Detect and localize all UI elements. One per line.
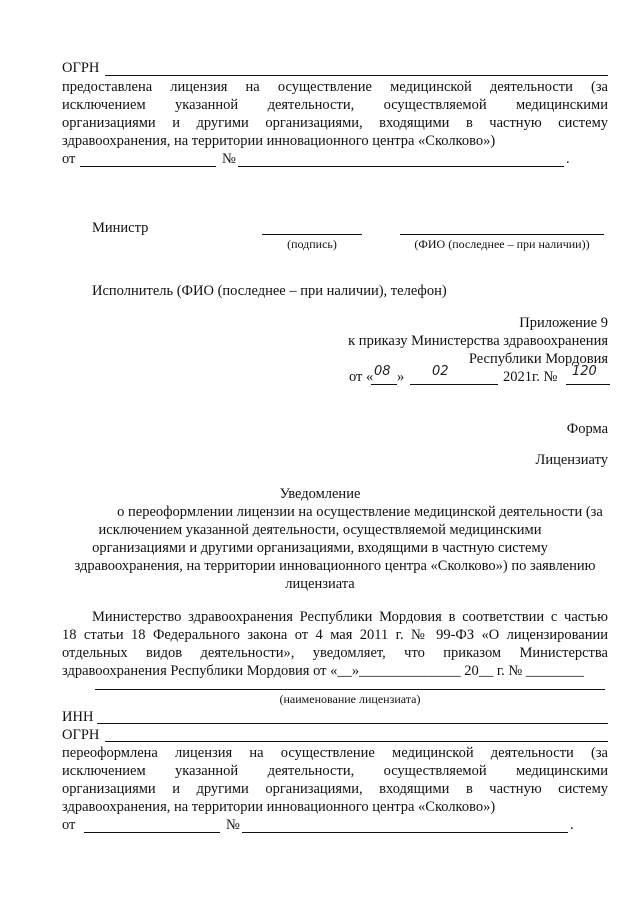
- form-body-line-4: здравоохранения Республики Мордовия от «__»______________ 20__ г. № ________: [62, 663, 584, 679]
- form-subtitle-line-2: исключением указанной деятельности, осуществляемой медицинскими: [98, 522, 542, 538]
- form-subtitle-line-3: организациями и другими организациями, входящими в частную систему: [92, 540, 548, 556]
- form-number-line: [242, 832, 568, 833]
- form-body-line-1: Министерство здравоохранения Республики Мордовия в соответствии с частью: [92, 609, 608, 625]
- form-label: Форма: [566, 421, 608, 437]
- form-addressee: Лицензиату: [535, 452, 608, 468]
- form-result-line-1: переоформлена лицензия на осуществление медицинской деятельности (за: [62, 745, 608, 761]
- form-result-line-4: здравоохранения, на территории инновационного центра «Сколково»): [62, 799, 496, 815]
- appendix-number-line: [566, 384, 610, 385]
- appendix-day-handwritten: 08: [374, 364, 391, 379]
- appendix-from-prefix: от «: [349, 369, 374, 385]
- form-subtitle-line-4: здравоохранения, на территории инновационного центра «Сколково») по заявлению: [74, 558, 596, 574]
- appendix-order: к приказу Министерства здравоохранения: [348, 333, 608, 349]
- appendix-region: Республики Мордовия: [468, 351, 608, 367]
- top-period: .: [566, 151, 570, 167]
- form-result-line-2: исключением указанной деятельности, осуществляемой медицинскими: [62, 763, 608, 779]
- form-subtitle-line-5: лицензиата: [285, 576, 355, 592]
- signature-name-caption: (ФИО (последнее – при наличии)): [414, 237, 590, 251]
- signature-position: Министр: [92, 220, 149, 236]
- top-number-line: [238, 166, 564, 167]
- appendix-number-handwritten: 120: [572, 364, 597, 379]
- appendix-month-handwritten: 02: [432, 364, 449, 379]
- form-date-line: [84, 832, 220, 833]
- top-number-label: №: [222, 151, 236, 167]
- form-title: Уведомление: [279, 486, 361, 502]
- signature-sign-line: [262, 234, 362, 235]
- appendix-title: Приложение 9: [519, 315, 608, 331]
- top-para-line-1: предоставлена лицензия на осуществление медицинской деятельности (за: [62, 79, 608, 95]
- form-body-line-2: 18 статьи 18 Федерального закона от 4 мая 2011 г. № 99-ФЗ «О лицензировании: [62, 627, 608, 643]
- form-period: .: [570, 817, 574, 833]
- appendix-mid-quote: »: [397, 369, 405, 385]
- form-inn-line: [97, 723, 608, 724]
- top-para-line-4: здравоохранения, на территории инновационного центра «Сколково»): [62, 133, 496, 149]
- form-result-line-3: организациями и другими организациями, входящими в частную систему: [62, 781, 608, 797]
- form-inn-label: ИНН: [62, 709, 94, 725]
- form-subtitle-line-1: о переоформлении лицензии на осуществление медицинской деятельности (за: [117, 504, 603, 520]
- form-number-label: №: [226, 817, 240, 833]
- appendix-month-line: [410, 384, 498, 385]
- top-from-label: от: [62, 151, 76, 167]
- appendix-day-line: [371, 384, 397, 385]
- appendix-year-text: 2021г. №: [503, 369, 558, 385]
- top-date-line: [80, 166, 216, 167]
- top-ogrn-line: [105, 75, 608, 76]
- top-ogrn-label: ОГРН: [62, 60, 100, 76]
- top-para-line-3: организациями и другими организациями, входящими в частную систему: [62, 115, 608, 131]
- licensee-name-line: [95, 689, 605, 690]
- form-ogrn-label: ОГРН: [62, 727, 100, 743]
- form-ogrn-line: [105, 741, 608, 742]
- executor-line: Исполнитель (ФИО (последнее – при наличии), телефон): [92, 283, 447, 299]
- form-body-line-3: отдельных видов деятельности», уведомляет, что приказом Министерства: [62, 645, 608, 661]
- signature-sign-caption: (подпись): [287, 237, 337, 251]
- top-para-line-2: исключением указанной деятельности, осуществляемой медицинскими: [62, 97, 608, 113]
- licensee-caption: (наименование лицензиата): [279, 692, 421, 706]
- signature-name-line: [400, 234, 604, 235]
- form-from-label: от: [62, 817, 76, 833]
